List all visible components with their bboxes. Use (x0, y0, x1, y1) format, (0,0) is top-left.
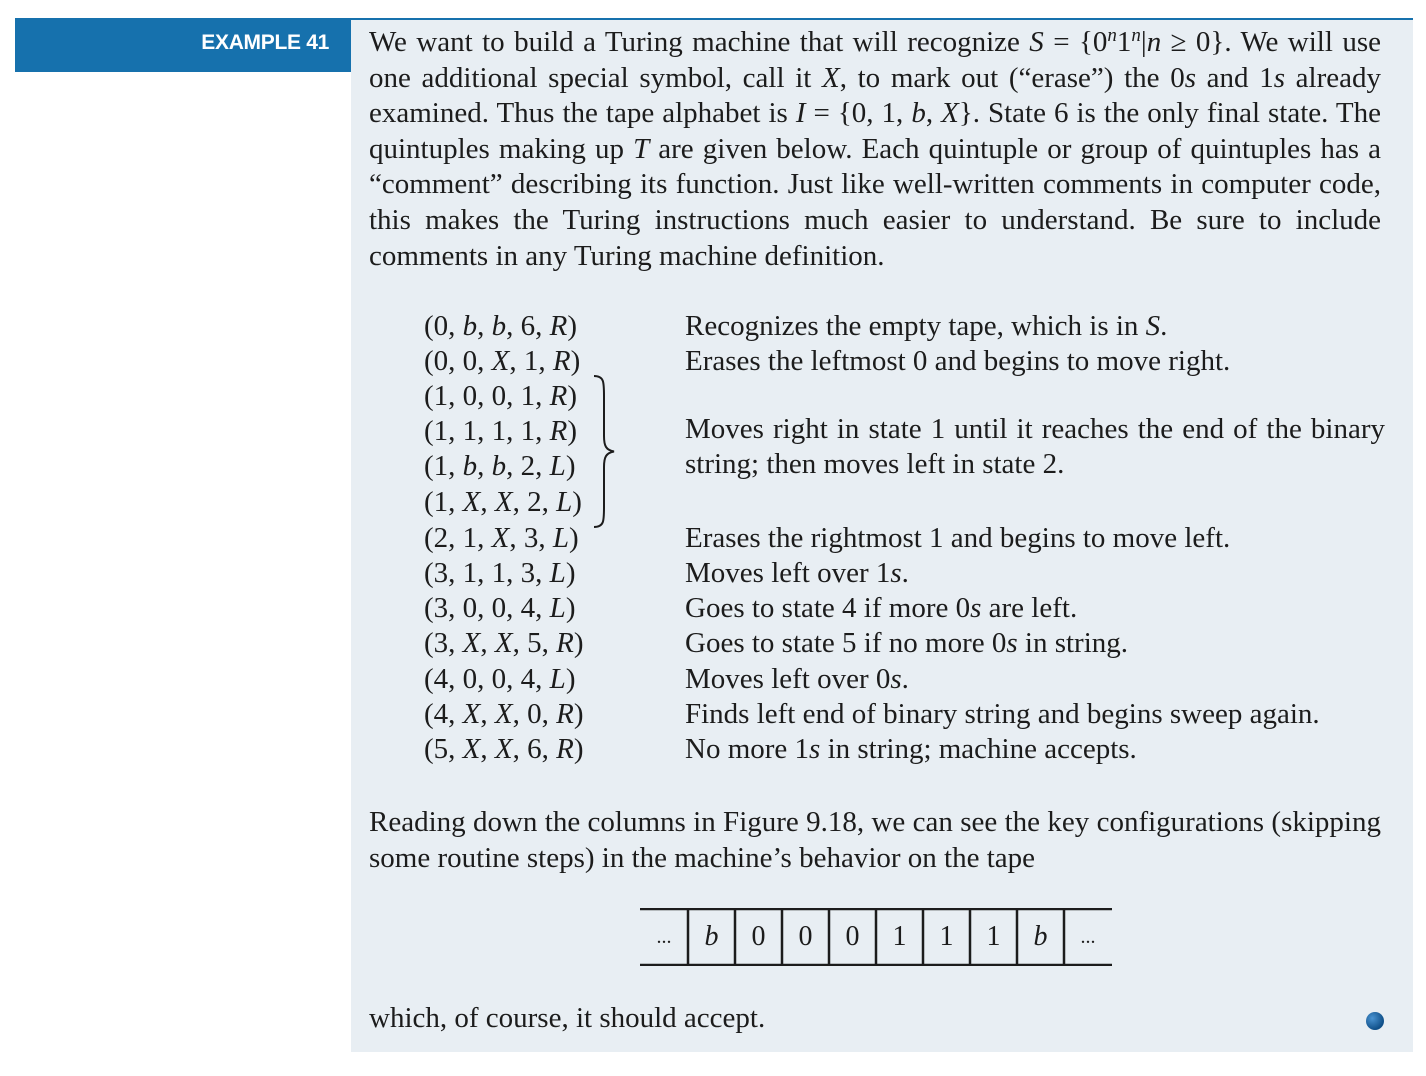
tape-cell: 0 (845, 921, 860, 952)
group-brace (592, 374, 618, 529)
quintuple: (1, 0, 0, 1, R) (424, 380, 578, 412)
tape-cell: 1 (986, 921, 1001, 952)
tape-cell: b (1033, 921, 1048, 952)
quintuple: (1, b, b, 2, L) (424, 450, 576, 482)
closing-sentence: which, of course, it should accept. (369, 1002, 766, 1034)
example-label: EXAMPLE 41 (201, 31, 329, 54)
comment-move-right: Moves right in state 1 until it reaches the end of the binary string; then moves left in state 2. (685, 413, 1385, 480)
quintuple: (3, X, X, 5, R) (424, 627, 584, 659)
tape-cell: 1 (892, 921, 907, 952)
reading-paragraph: Reading down the columns in Figure 9.18, we can see the key configurations (skipping some routine steps) in the machine’s behavior on the tape (369, 806, 1381, 874)
tape-cell: ... (656, 925, 672, 948)
quintuple: (5, X, X, 6, R) (424, 733, 584, 765)
comment-state4: Goes to state 4 if more 0s are left. (685, 592, 1078, 624)
quintuple: (4, X, X, 0, R) (424, 698, 584, 730)
comment-sweep-again: Finds left end of binary string and begins sweep again. (685, 698, 1320, 730)
quintuple: (0, 0, X, 1, R) (424, 345, 581, 377)
quintuple: (0, b, b, 6, R) (424, 310, 578, 342)
quintuple: (1, X, X, 2, L) (424, 486, 582, 518)
quintuple: (4, 0, 0, 4, L) (424, 663, 576, 695)
intro-paragraph: We want to build a Turing machine that will recognize $S = \{0^n1^n|n \ge 0\}$. We will use one additional special symbol, call it X, to mark out (“erase”) the 0s and 1s already examined. Thus the tape alphabet is I = {0, 1, b, X}. State 6 is the only final state. The quintuples making up T are given below. Each quintuple or group of quintuples has a “comment” describing its function. Just like well-written comments in computer code, this makes the Turing instructions much easier to understand. Be sure to include comments in any Turing machine definition. (369, 25, 1381, 272)
tape-cell: 0 (751, 921, 766, 952)
quintuple: (2, 1, X, 3, L) (424, 522, 579, 554)
comment-erase-leftmost: Erases the leftmost 0 and begins to move right. (685, 345, 1231, 377)
example-label-bar (15, 18, 351, 72)
comment-erase-rightmost: Erases the rightmost 1 and begins to move left. (685, 522, 1231, 554)
comment-accepts: No more 1s in string; machine accepts. (685, 733, 1137, 765)
tape-cells (640, 908, 1112, 966)
comment-empty-tape: Recognizes the empty tape, which is in S. (685, 310, 1168, 342)
comment-move-left-zeros: Moves left over 0s. (685, 663, 909, 695)
tape-cell: b (704, 921, 719, 952)
end-of-example-marker (1366, 1012, 1384, 1030)
quintuple: (3, 1, 1, 3, L) (424, 557, 576, 589)
quintuple: (3, 0, 0, 4, L) (424, 592, 576, 624)
comment-state5: Goes to state 5 if no more 0s in string. (685, 627, 1129, 659)
quintuple: (1, 1, 1, 1, R) (424, 415, 578, 447)
tape-cell: ... (1080, 925, 1096, 948)
comment-move-left-ones: Moves left over 1s. (685, 557, 909, 589)
tape-cell: 1 (939, 921, 954, 952)
tape-cell: 0 (798, 921, 813, 952)
